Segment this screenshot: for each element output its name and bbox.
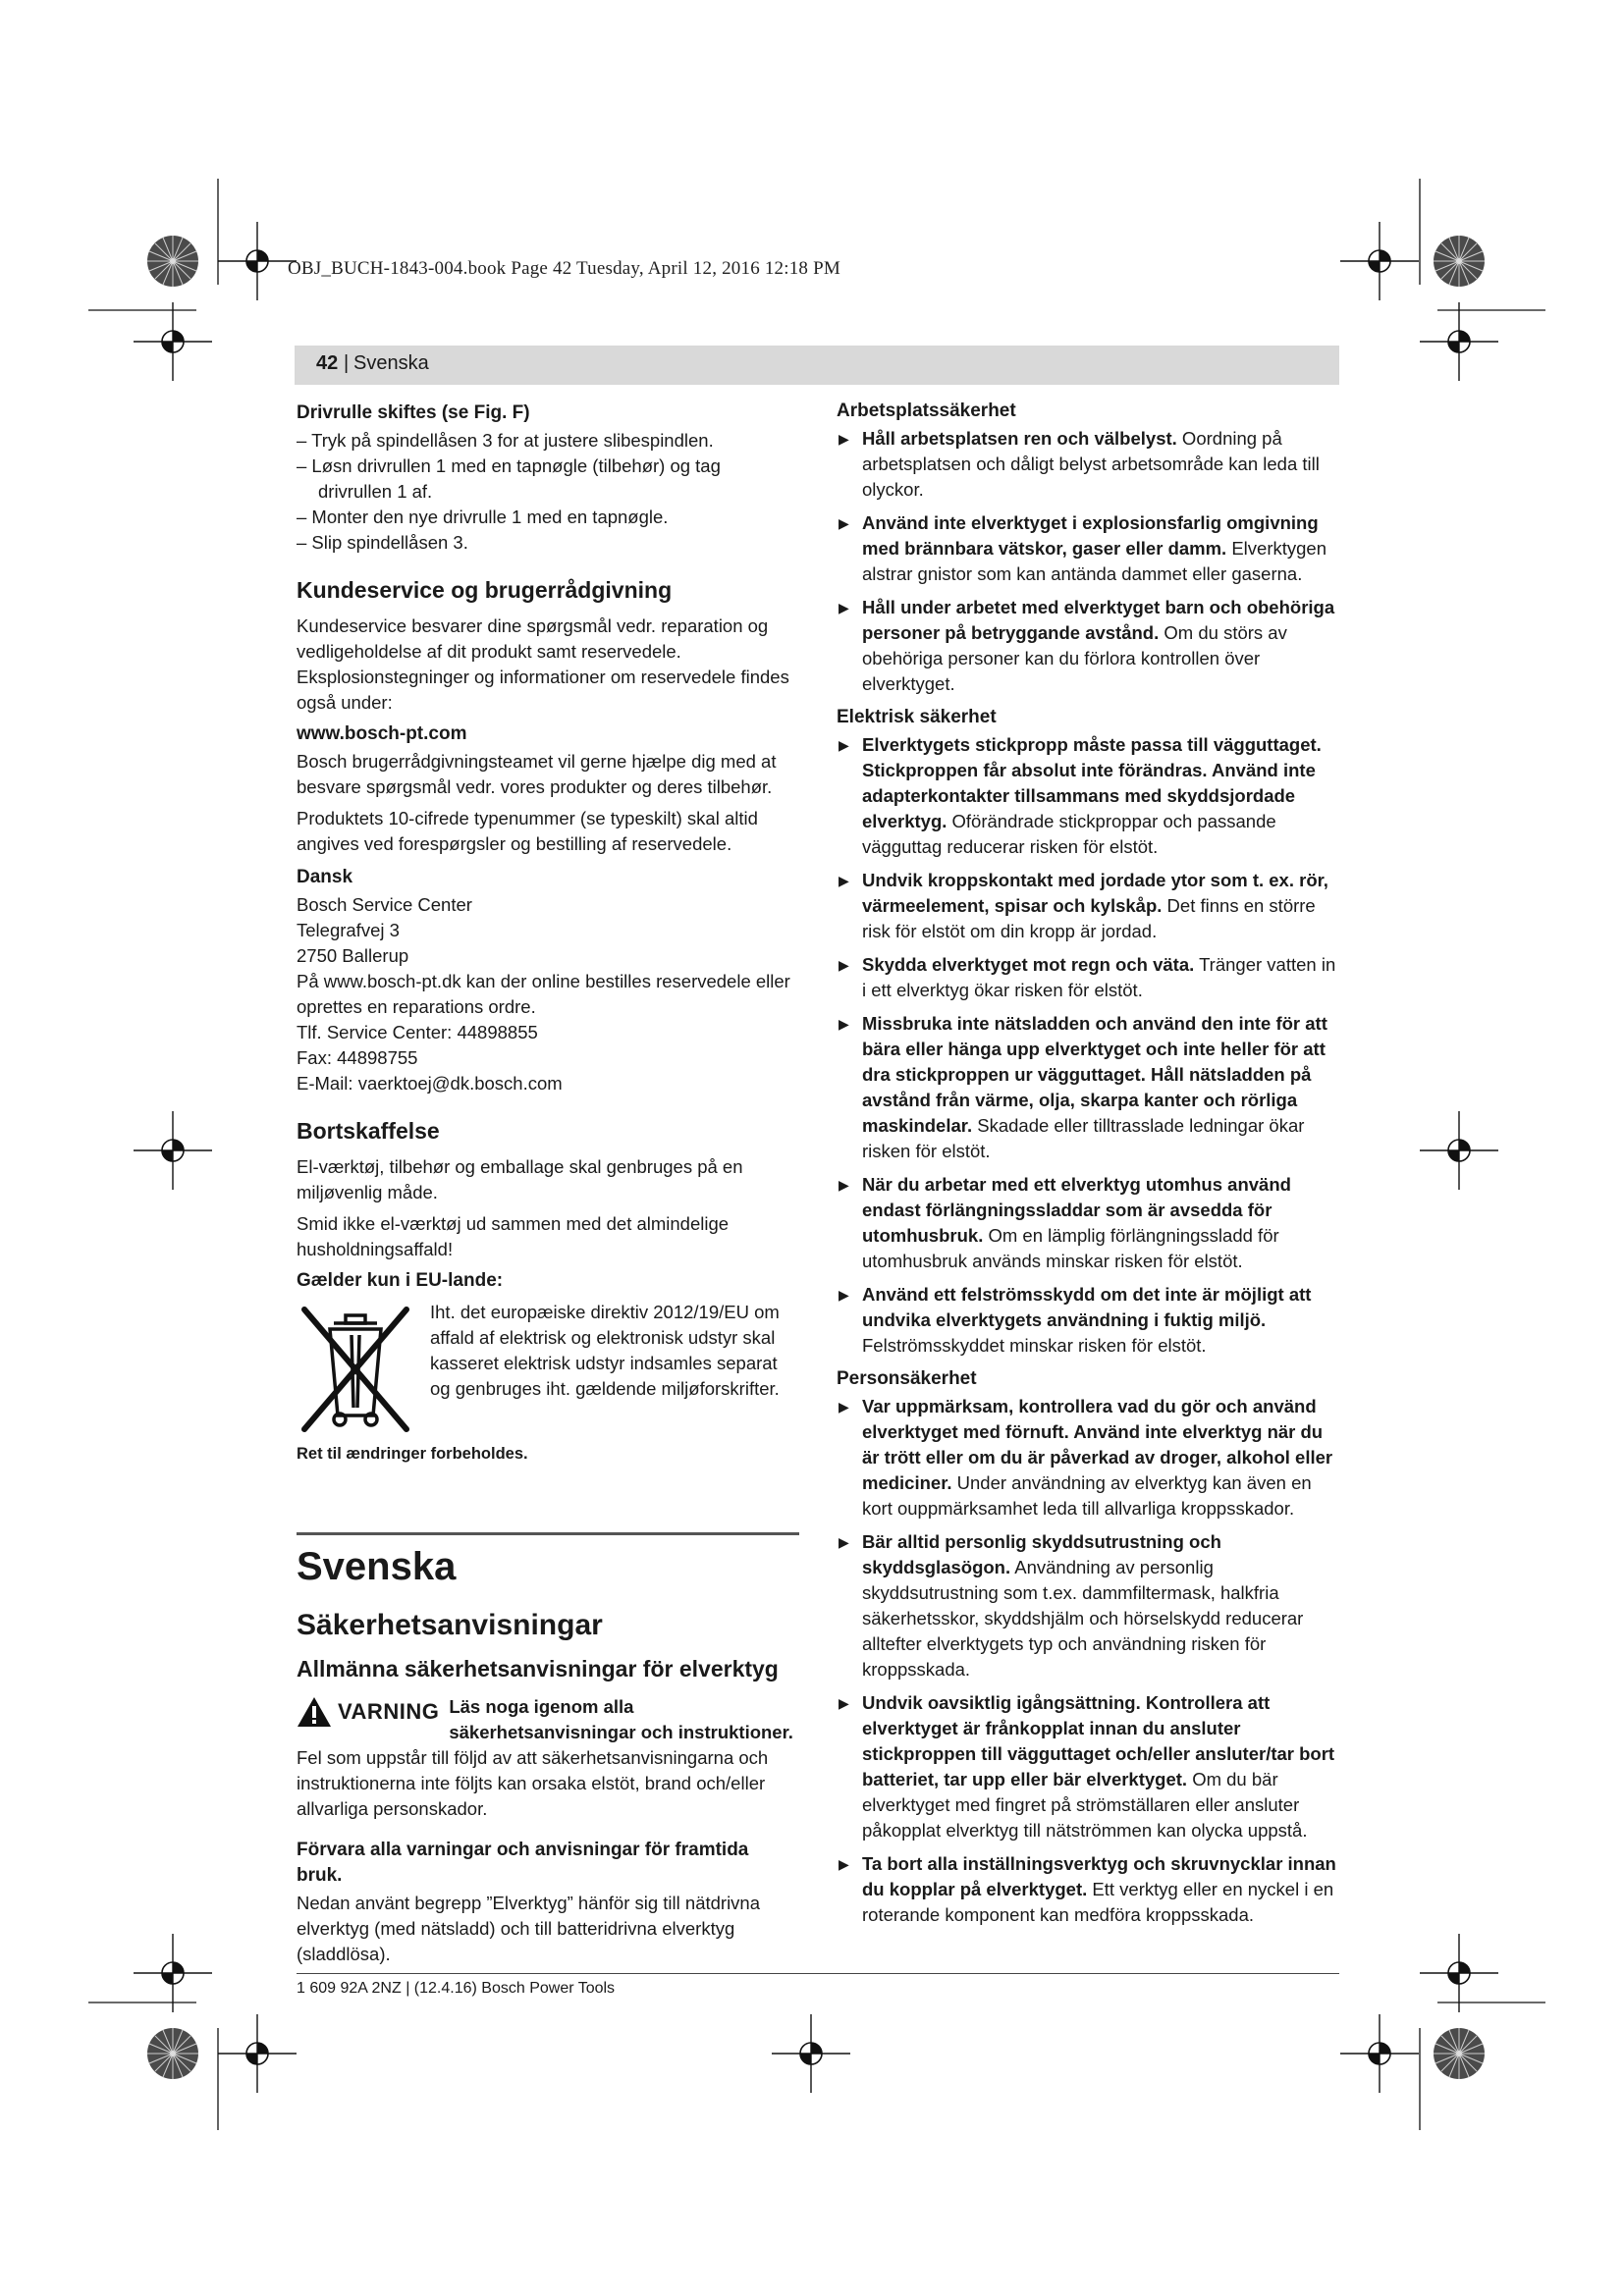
forvara-heading: Förvara alla varningar och anvisningar för framtida bruk.	[297, 1840, 749, 1886]
list-item: ▶ Undvik oavsiktlig igångsättning. Kontrollera att elverktyget är frånkopplat innan du ansluter stickproppen till vägguttaget och/eller ansluter/tar bort batteriet, tar upp eller bär elverktyget. Om du bär elverktyget med fingret på strömställaren eller ansluter påkopplat elverktyg till nätströmmen kan olycka uppstå.	[839, 1692, 1335, 1841]
item-bold: Använd inte elverktyget i explosionsfarlig omgivning med brännbara vätskor, gaser eller damm.	[862, 512, 1319, 559]
list-item: ▶ Var uppmärksam, kontrollera vad du gör och använd elverktyget med förnuft. Använd inte elverktyg när du är trött eller om du är påverkad av droger, alkohol eller mediciner. Under användning av elverktyg kan även en kort ouppmärksamhet leda till allvarliga kroppsskador.	[839, 1396, 1333, 1519]
registration-mark-icon	[134, 1934, 212, 2012]
registration-mark-icon	[134, 302, 212, 381]
bortskaffelse-paragraph: Smid ikke el-værktøj ud sammen med det almindelige husholdningsaffald!	[297, 1213, 730, 1259]
item-text: Oordning på arbetsplatsen och dåligt belyst arbetsområde kan leda till olyckor.	[862, 428, 1320, 500]
kundeservice-heading: Kundeservice og brugerrådgivning	[297, 577, 673, 603]
list-item: ▶ Skydda elverktyget mot regn och väta. Tränger vatten in i ett elverktyg ökar risken för elstöt.	[839, 954, 1336, 1000]
item-text: Om du störs av obehöriga personer kan du förlora kontrollen över elverktyget.	[862, 622, 1287, 694]
registration-mark-icon	[134, 1111, 212, 1190]
section-divider	[297, 1532, 799, 1535]
warning-label: VARNING	[338, 1699, 440, 1724]
address-block	[297, 892, 799, 1096]
item-bold: Håll under arbetet med elverktyget barn och obehöriga personer på betryggande avstånd.	[862, 597, 1335, 643]
list-item: ▶ Missbruka inte nätsladden och använd den inte för att bära eller hänga upp elverktyget och inte heller för att dra stickproppen ur vägguttaget. Håll nätsladden på avstånd från värme, olja, skarpa kanter och rörliga maskindelar. Skadade eller tilltrasslade ledningar ökar risken för elstöt.	[839, 1013, 1327, 1161]
warning-bold-text: Läs noga igenom alla säkerhetsanvisningar och instruktioner.	[449, 1696, 793, 1742]
registration-mark-icon	[218, 2014, 297, 2093]
right-column	[837, 393, 1339, 1936]
drivrulle-steps	[297, 428, 799, 556]
list-item: ▶ Ta bort alla inställningsverktyg och skruvnycklar innan du kopplar på elverktyget. Ett verktyg eller en nyckel i en roterande komponent kan medföra kroppsskada.	[839, 1853, 1336, 1925]
item-bold: Håll arbetsplatsen ren och välbelyst.	[862, 428, 1177, 449]
svenska-title: Svenska	[297, 1545, 457, 1588]
sakerhet-heading: Säkerhetsanvisningar	[297, 1609, 603, 1641]
section-heading: Elektrisk säkerhet	[837, 707, 997, 727]
item-text: Ett verktyg eller en nyckel i en roterande komponent kan medföra kroppsskada.	[862, 1879, 1334, 1925]
registration-mark-icon	[1420, 1111, 1498, 1190]
color-wheel-icon	[1434, 236, 1485, 287]
allmanna-heading: Allmänna säkerhetsanvisningar för elverktyg	[297, 1656, 779, 1682]
list-item: ▶ Håll under arbetet med elverktyget barn och obehöriga personer på betryggande avstånd. Om du störs av obehöriga personer kan du förlora kontrollen över elverktyget.	[839, 597, 1335, 694]
color-wheel-icon	[147, 236, 198, 287]
warning-badge	[297, 1696, 439, 1728]
changes-note: Ret til ændringer forbeholdes.	[297, 1445, 528, 1463]
item-bold: Skydda elverktyget mot regn och väta.	[862, 954, 1195, 975]
list-item: – Tryk på spindellåsen 3 for at justere slibespindlen.	[297, 430, 714, 451]
list-item: ▶ När du arbetar med ett elverktyg utomhus använd endast förlängningssladdar som är avsedda för utomhusbruk. Om en lämplig förlängningssladd för utomhusbruk används minskar risken för elstöt.	[839, 1174, 1291, 1271]
color-wheel-icon	[147, 2028, 198, 2079]
weee-text: Iht. det europæiske direktiv 2012/19/EU om affald af elektrisk og elektronisk udstyr skal kasseret elektrisk udstyr indsamles separat og genbruges iht. gældende miljøforskrifter.	[430, 1302, 780, 1399]
item-bold: Elverktygets stickpropp måste passa till vägguttaget. Stickproppen får absolut inte förändras. Använd inte adapterkontakter tillsammans med skyddsjordade elverktyg.	[862, 734, 1322, 831]
drivrulle-heading: Drivrulle skiftes (se Fig. F)	[297, 402, 530, 423]
list-item: ▶ Undvik kroppskontakt med jordade ytor som t. ex. rör, värmeelement, spisar och kylskåp. Det finns en större risk för elstöt om din kropp är jordad.	[839, 870, 1328, 941]
weee-bin-icon	[297, 1300, 414, 1437]
item-bold: Använd ett felströmsskydd om det inte är möjligt att undvika elverktygets användning i fuktig miljö.	[862, 1284, 1312, 1330]
item-bold: Ta bort alla inställningsverktyg och skruvnycklar innan du kopplar på elverktyget.	[862, 1853, 1336, 1899]
page-header-bar	[295, 346, 1339, 385]
header-separator: |	[344, 352, 350, 374]
item-text: Det finns en större risk för elstöt om din kropp är jordad.	[862, 895, 1316, 941]
kundeservice-paragraph: Produktets 10-cifrede typenummer (se typeskilt) skal altid angives ved forespørgsler og bestilling af reservedele.	[297, 808, 758, 854]
kundeservice-paragraph: Bosch brugerrådgivningsteamet vil gerne hjælpe dig med at besvare spørgsmål vedr. vores produkter og deres tilbehør.	[297, 751, 777, 797]
page-footer: 1 609 92A 2NZ | (12.4.16) Bosch Power Tools	[297, 1973, 1339, 1998]
registration-mark-icon	[1420, 1934, 1498, 2012]
registration-mark-icon	[1340, 222, 1419, 300]
item-text: Användning av personlig skyddsutrustning som t.ex. dammfiltermask, halkfria säkerhetsskor, skyddshjälm och hörselskydd reducerar alltefter elverktygets typ och användning risken för kroppsskada.	[862, 1557, 1304, 1680]
header-language: Svenska	[353, 352, 429, 374]
registration-mark-icon	[218, 222, 297, 300]
section-heading: Arbetsplatssäkerhet	[837, 400, 1016, 421]
website-link[interactable]: www.bosch-pt.com	[297, 723, 467, 744]
item-bold: Bär alltid personlig skyddsutrustning och skyddsglasögon.	[862, 1531, 1221, 1577]
list-item: ▶ Bär alltid personlig skyddsutrustning och skyddsglasögon. Användning av personlig skyddsutrustning som t.ex. dammfiltermask, halkfria säkerhetsskor, skyddshjälm och hörselskydd reducerar alltefter elverktygets typ och användning risken för kroppsskada.	[839, 1531, 1304, 1680]
item-text: Oförändrade stickproppar och passande vägguttag reducerar risken för elstöt.	[862, 811, 1276, 857]
registration-mark-icon	[1340, 2014, 1419, 2093]
address-line: E-Mail: vaerktoej@dk.bosch.com	[297, 1073, 563, 1094]
left-column	[297, 393, 799, 1973]
item-bold: Undvik oavsiktlig igångsättning. Kontrollera att elverktyget är frånkopplat innan du ansluter stickproppen till vägguttaget och/eller ansluter/tar bort batteriet, tar upp eller bär elverktyget.	[862, 1692, 1335, 1789]
page-number: 42	[316, 352, 339, 374]
item-bold: Var uppmärksam, kontrollera vad du gör och använd elverktyget med förnuft. Använd inte elverktyg när du är trött eller om du är påverkad av droger, alkohol eller mediciner.	[862, 1396, 1333, 1493]
item-text: Tränger vatten in i ett elverktyg ökar risken för elstöt.	[862, 954, 1336, 1000]
weee-notice	[297, 1300, 799, 1437]
address-line: 2750 Ballerup	[297, 945, 409, 966]
list-item: ▶ Håll arbetsplatsen ren och välbelyst. Oordning på arbetsplatsen och dåligt belyst arbetsområde kan leda till olyckor.	[839, 428, 1320, 500]
forvara-paragraph: Nedan använt begrepp ”Elverktyg” hänför sig till nätdrivna elverktyg (med nätsladd) och till batteridrivna elverktyg (sladdlösa).	[297, 1893, 761, 1964]
item-text: Elverktygen alstrar gnistor som kan antända dammet eller gaserna.	[862, 538, 1326, 584]
address-line: Fax: 44898755	[297, 1047, 418, 1068]
registration-mark-icon	[1420, 302, 1498, 381]
list-item: ▶ Elverktygets stickpropp måste passa till vägguttaget. Stickproppen får absolut inte förändras. Använd inte adapterkontakter tillsammans med skyddsjordade elverktyg. Oförändrade stickproppar och passande vägguttag reducerar risken för elstöt.	[839, 734, 1322, 857]
eu-heading: Gælder kun i EU-lande:	[297, 1270, 504, 1291]
warning-block	[297, 1694, 799, 1822]
item-text: Skadade eller tilltrasslade ledningar ökar risken för elstöt.	[862, 1115, 1305, 1161]
dansk-heading: Dansk	[297, 867, 353, 887]
item-bold: Missbruka inte nätsladden och använd den inte för att bära eller hänga upp elverktyget och inte heller för att dra stickproppen ur vägguttaget. Håll nätsladden på avstånd från värme, olja, skarpa kanter och rörliga maskindelar.	[862, 1013, 1327, 1136]
kundeservice-paragraph: Kundeservice besvarer dine spørgsmål vedr. reparation og vedligeholdelse af dit produkt samt reservedele. Eksplosionstegninger og informationer om reservedele findes også under:	[297, 615, 789, 713]
item-text: Under användning av elverktyg kan även en kort ouppmärksamhet leda till allvarliga kroppsskador.	[862, 1472, 1312, 1519]
warning-text: Fel som uppstår till följd av att säkerhetsanvisningarna och instruktionerna inte följts kan orsaka elstöt, brand och/eller allvarliga personskador.	[297, 1747, 769, 1819]
address-line: På www.bosch-pt.dk kan der online bestilles reservedele eller oprettes en reparations ordre.	[297, 971, 790, 1017]
bortskaffelse-heading: Bortskaffelse	[297, 1118, 440, 1144]
file-header: OBJ_BUCH-1843-004.book Page 42 Tuesday, April 12, 2016 12:18 PM	[288, 258, 840, 279]
address-line: Bosch Service Center	[297, 894, 472, 915]
address-line: Tlf. Service Center: 44898855	[297, 1022, 538, 1042]
item-text: Felströmsskyddet minskar risken för elstöt.	[862, 1335, 1207, 1356]
list-item: ▶ Använd ett felströmsskydd om det inte är möjligt att undvika elverktygets användning i fuktig miljö. Felströmsskyddet minskar risken för elstöt.	[839, 1284, 1312, 1356]
item-text: Om en lämplig förlängningssladd för utomhusbruk används minskar risken för elstöt.	[862, 1225, 1279, 1271]
color-wheel-icon	[1434, 2028, 1485, 2079]
address-line: Telegrafvej 3	[297, 920, 400, 940]
item-bold: Undvik kroppskontakt med jordade ytor som t. ex. rör, värmeelement, spisar och kylskåp.	[862, 870, 1328, 916]
warning-triangle-icon	[297, 1696, 332, 1728]
bortskaffelse-paragraph: El-værktøj, tilbehør og emballage skal genbruges på en miljøvenlig måde.	[297, 1156, 743, 1202]
registration-mark-icon	[772, 2014, 850, 2093]
list-item: – Slip spindellåsen 3.	[297, 532, 468, 553]
list-item: – Monter den nye drivrulle 1 med en tapnøgle.	[297, 507, 669, 527]
list-item: – Løsn drivrullen 1 med en tapnøgle (tilbehør) og tag drivrullen 1 af.	[297, 455, 721, 502]
item-text: Om du bär elverktyget med fingret på strömställaren eller ansluter påkopplat elverktyg till nätströmmen kan olycka uppstå.	[862, 1769, 1308, 1841]
list-item: ▶ Använd inte elverktyget i explosionsfarlig omgivning med brännbara vätskor, gaser eller damm. Elverktygen alstrar gnistor som kan antända dammet eller gaserna.	[839, 512, 1326, 584]
section-heading: Personsäkerhet	[837, 1368, 977, 1389]
item-bold: När du arbetar med ett elverktyg utomhus använd endast förlängningssladdar som är avsedda för utomhusbruk.	[862, 1174, 1291, 1246]
